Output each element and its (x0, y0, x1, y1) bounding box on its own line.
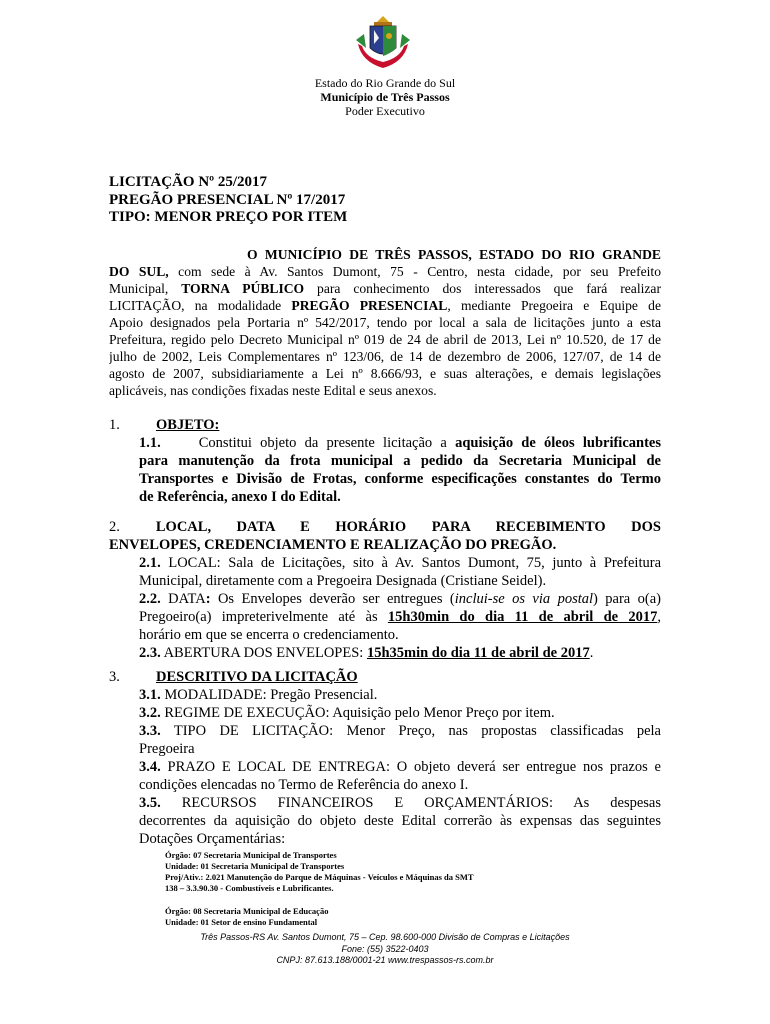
intro-line (109, 297, 661, 314)
item-number: 2.3. (139, 645, 161, 661)
item-number: 3.2. (139, 705, 161, 721)
section-objeto (109, 416, 661, 506)
item-number: 1.1. (139, 435, 161, 451)
item-text-line: condições elencadas no Termo de Referência do anexo I. (139, 777, 469, 793)
intro-text: para conhecimento dos interessados que fará realizar (304, 281, 661, 296)
item-bold: aquisição de óleos lubrificantes (455, 435, 661, 451)
item-bold-line: de Referência, anexo I do Edital. (139, 489, 341, 505)
item-text: LOCAL: Sala de Licitações, sito à Av. Santos Dumont, 75, junto à Prefeitura (160, 555, 661, 571)
section-title: DESCRITIVO DA LICITAÇÃO (156, 669, 358, 685)
item-text: TIPO DE LICITAÇÃO: Menor Preço, nas propostas classificadas pela (160, 723, 661, 739)
intro-line: julho de 2002, Leis Complementares nº 123/06, de 14 de dezembro de 2006, 127/07, de 14 de (109, 349, 661, 364)
item-text-line: horário em que se encerra o credenciamento. (139, 627, 399, 643)
intro-bold: TORNA PÚBLICO (181, 281, 305, 296)
item-number: 2.2. (139, 591, 161, 607)
footer-cnpj: CNPJ: 87.613.188/0001-21 www.trespassos-rs.com.br (276, 955, 494, 965)
budget-line: Órgão: 07 Secretaria Municipal de Transportes (165, 850, 337, 860)
item-text: , (657, 609, 661, 625)
section-title-line (109, 518, 661, 536)
budget-block-transportes (165, 850, 474, 894)
item-text-line (109, 608, 661, 626)
item-number: 3.5. (139, 795, 161, 811)
intro-text: com sede à Av. Santos Dumont, 75 - Centro, nesta cidade, por seu Prefeito (168, 264, 661, 279)
item-2-3 (109, 644, 661, 662)
item-number: 3.1. (139, 687, 161, 703)
title-licitacao: LICITAÇÃO Nº 25/2017 (109, 174, 268, 190)
opening-date: 15h35min do dia 11 de abril de 2017 (366, 645, 590, 661)
item-2-1 (109, 554, 661, 572)
item-3-5 (109, 794, 661, 812)
item-text: . (589, 645, 594, 661)
item-text: MODALIDADE: Pregão Presencial. (160, 687, 378, 703)
section-title: OBJETO: (156, 417, 220, 433)
intro-line: O MUNICÍPIO DE TRÊS PASSOS, ESTADO DO RIO GRANDE (247, 247, 661, 262)
footer-address: Três Passos-RS Av. Santos Dumont, 75 – Cep. 98.600-000 Divisão de Compras e Licitações (200, 932, 570, 942)
item-bold-line: para manutenção da frota municipal a pedido da Secretaria Municipal de (139, 453, 661, 469)
section-title-line: ENVELOPES, CREDENCIAMENTO E REALIZAÇÃO DO PREGÃO. (109, 537, 557, 553)
deadline-date: 15h30min do dia 11 de abril de 2017 (387, 609, 658, 625)
item-text-line: Municipal, diretamente com a Pregoeira Designada (Cristiane Seidel). (139, 573, 547, 589)
item-text-line: decorrentes da aquisição do objeto deste Edital correrão às expensas das seguintes (139, 813, 661, 829)
intro-line: Apoio designados pela Portaria nº 542/2017, tendo por local a sala de licitações junto a esta (109, 315, 661, 330)
document-footer (0, 932, 770, 967)
budget-line: Proj/Ativ.: 2.021 Manutenção do Parque de Máquinas - Veículos e Máquinas da SMT (165, 872, 474, 882)
item-number: 3.3. (139, 723, 161, 739)
item-text: Pregoeiro(a) impreterivelmente até às (139, 609, 388, 625)
budget-line: Unidade: 01 Setor de ensino Fundamental (165, 917, 318, 927)
intro-paragraph (109, 246, 661, 399)
intro-line: aplicáveis, nas condições fixadas neste Edital e seus anexos. (109, 383, 437, 398)
item-number: 3.4. (139, 759, 161, 775)
intro-bold: PREGÃO PRESENCIAL (291, 298, 448, 313)
budget-line: Unidade: 01 Secretaria Municipal de Transportes (165, 861, 345, 871)
header-municipality: Município de Três Passos (320, 90, 450, 104)
item-text: Constitui objeto da presente licitação a (198, 435, 456, 451)
item-text-line: Pregoeira (139, 741, 195, 757)
title-pregao: PREGÃO PRESENCIAL Nº 17/2017 (109, 191, 346, 208)
section-number: 3. (109, 669, 120, 685)
footer-phone: Fone: (55) 3522-0403 (341, 943, 429, 954)
item-text: ) para o(a) (593, 591, 661, 607)
intro-line: Prefeitura, regido pelo Decreto Municipal nº 019 de 24 de abril de 2013, Lei nº 10.520, de 17 de (109, 332, 661, 347)
item-3-1 (109, 686, 661, 704)
item-italic: inclui-se os via postal (454, 591, 594, 607)
item-text: ABERTURA DOS ENVELOPES: (160, 645, 367, 661)
header-state: Estado do Rio Grande do Sul (314, 76, 456, 90)
section-number: 1. (109, 417, 120, 433)
budget-line: Órgão: 08 Secretaria Municipal de Educação (165, 906, 329, 916)
section-number: 2. (109, 519, 120, 535)
document-titles (109, 174, 347, 227)
item-3-3 (109, 722, 661, 740)
item-text-line: Dotações Orçamentárias: (139, 831, 286, 847)
title-tipo: TIPO: MENOR PREÇO POR ITEM (109, 209, 348, 225)
document-header (0, 76, 770, 118)
item-text: REGIME DE EXECUÇÃO: Aquisição pelo Menor Preço por item. (160, 705, 555, 721)
item-3-4 (109, 758, 661, 776)
intro-line (109, 280, 661, 297)
section-title: LOCAL, DATA E HORÁRIO PARA RECEBIMENTO DOS (155, 519, 661, 535)
header-branch: Poder Executivo (345, 104, 425, 118)
intro-text: Municipal, (109, 281, 182, 296)
budget-block-educacao (165, 906, 328, 928)
item-2-2 (109, 590, 661, 608)
section-local-data (109, 518, 661, 662)
intro-line (109, 263, 661, 280)
item-text: : (205, 591, 211, 607)
item-text: DATA (160, 591, 206, 607)
item-text: RECURSOS FINANCEIROS E ORÇAMENTÁRIOS: As despesas (160, 795, 661, 811)
intro-bold: DO SUL, (109, 264, 169, 279)
municipal-coat-of-arms-icon (352, 14, 414, 74)
item-bold-line: Transportes e Divisão de Frotas, conforme especificações constantes do Termo (139, 471, 661, 487)
intro-line: agosto de 2007, subsidiariamente a Lei nº 8.666/93, e suas alterações, e demais legislações (109, 366, 661, 381)
item-number: 2.1. (139, 555, 161, 571)
intro-text: , mediante Pregoeira e Equipe de (447, 298, 661, 313)
intro-text: LICITAÇÃO, na modalidade (109, 298, 292, 313)
budget-line: 138 – 3.3.90.30 - Combustíveis e Lubrificantes. (165, 883, 334, 893)
section-descritivo (109, 668, 661, 848)
item-text: PRAZO E LOCAL DE ENTREGA: O objeto deverá ser entregue nos prazos e (160, 759, 661, 775)
item-text: Os Envelopes deverão ser entregues ( (210, 591, 455, 607)
item-3-2 (109, 704, 661, 722)
item-1-1 (109, 434, 661, 452)
